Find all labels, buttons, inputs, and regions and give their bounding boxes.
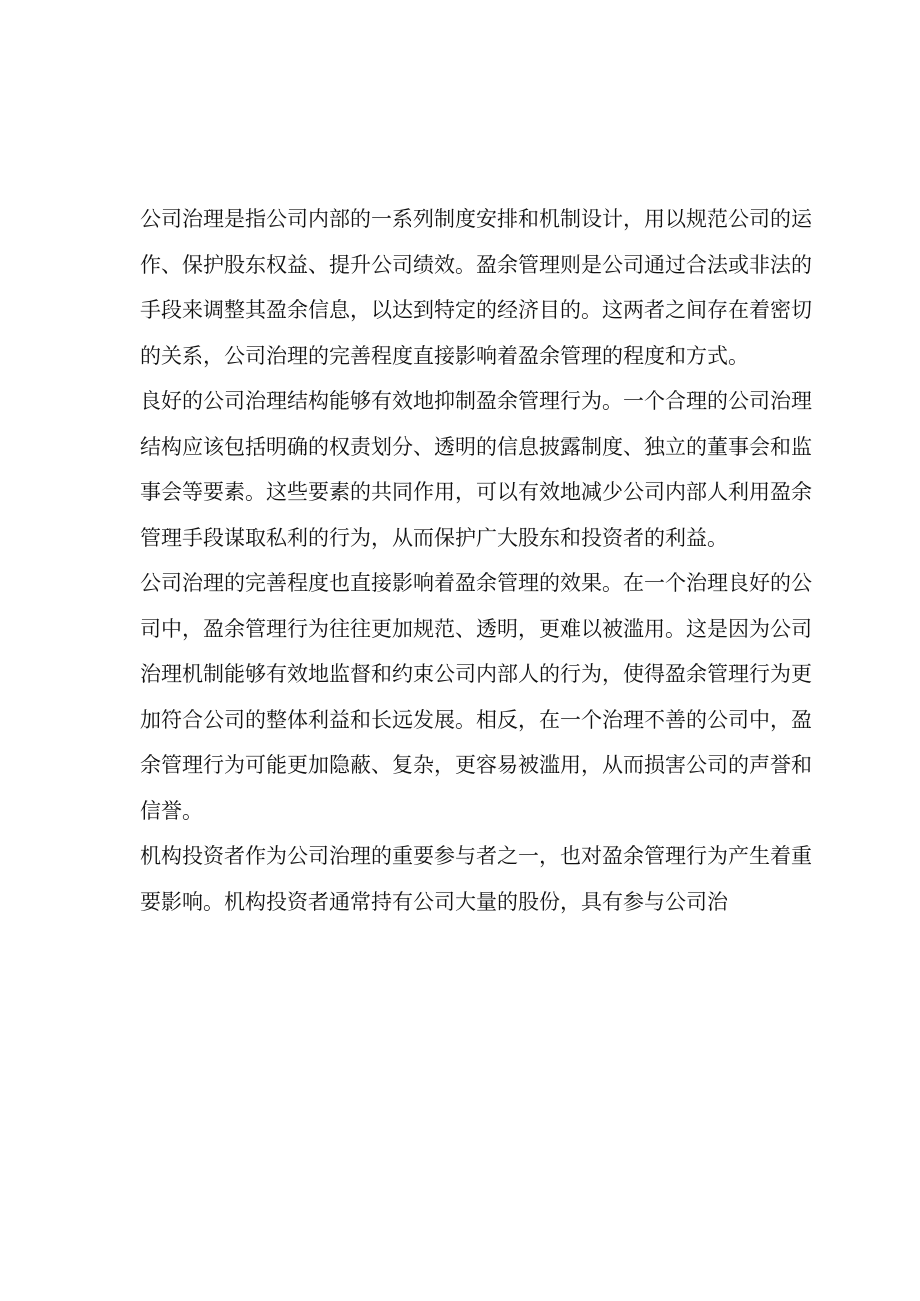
document-body xyxy=(140,197,812,925)
text-line: 作、保护股东权益、提升公司绩效。盈余管理则是公司通过合法或非法的 xyxy=(140,252,812,277)
text-line: 余管理行为可能更加隐蔽、复杂，更容易被滥用，从而损害公司的声誉和 xyxy=(140,753,812,777)
text-line: 手段来调整其盈余信息，以达到特定的经济目的。这两者之间存在着密切 xyxy=(140,298,812,322)
text-line: 信誉。 xyxy=(140,798,203,823)
text-line: 治理机制能够有效地监督和约束公司内部人的行为，使得盈余管理行为更 xyxy=(140,662,812,686)
text-line: 加符合公司的整体利益和长远发展。相反，在一个治理不善的公司中，盈 xyxy=(140,707,812,732)
text-line: 要影响。机构投资者通常持有公司大量的股份，具有参与公司治 xyxy=(140,889,728,914)
text-line: 良好的公司治理结构能够有效地抑制盈余管理行为。一个合理的公司治理 xyxy=(140,389,812,413)
text-line: 的关系，公司治理的完善程度直接影响着盈余管理的程度和方式。 xyxy=(140,343,749,368)
text-line: 公司治理的完善程度也直接影响着盈余管理的效果。在一个治理良好的公 xyxy=(140,571,812,595)
paragraph-2 xyxy=(140,379,812,561)
text-line: 机构投资者作为公司治理的重要参与者之一，也对盈余管理行为产生着重 xyxy=(140,844,812,868)
paragraph-1 xyxy=(140,197,812,379)
text-line: 公司治理是指公司内部的一系列制度安排和机制设计，用以规范公司的运 xyxy=(140,207,812,231)
paragraph-4 xyxy=(140,834,812,925)
text-line: 管理手段谋取私利的行为，从而保护广大股东和投资者的利益。 xyxy=(140,525,728,550)
text-line: 司中，盈余管理行为往往更加规范、透明，更难以被滥用。这是因为公司 xyxy=(140,616,812,641)
text-line: 结构应该包括明确的权责划分、透明的信息披露制度、独立的董事会和监 xyxy=(140,434,812,459)
paragraph-3 xyxy=(140,561,812,834)
text-line: 事会等要素。这些要素的共同作用，可以有效地减少公司内部人利用盈余 xyxy=(140,480,812,504)
